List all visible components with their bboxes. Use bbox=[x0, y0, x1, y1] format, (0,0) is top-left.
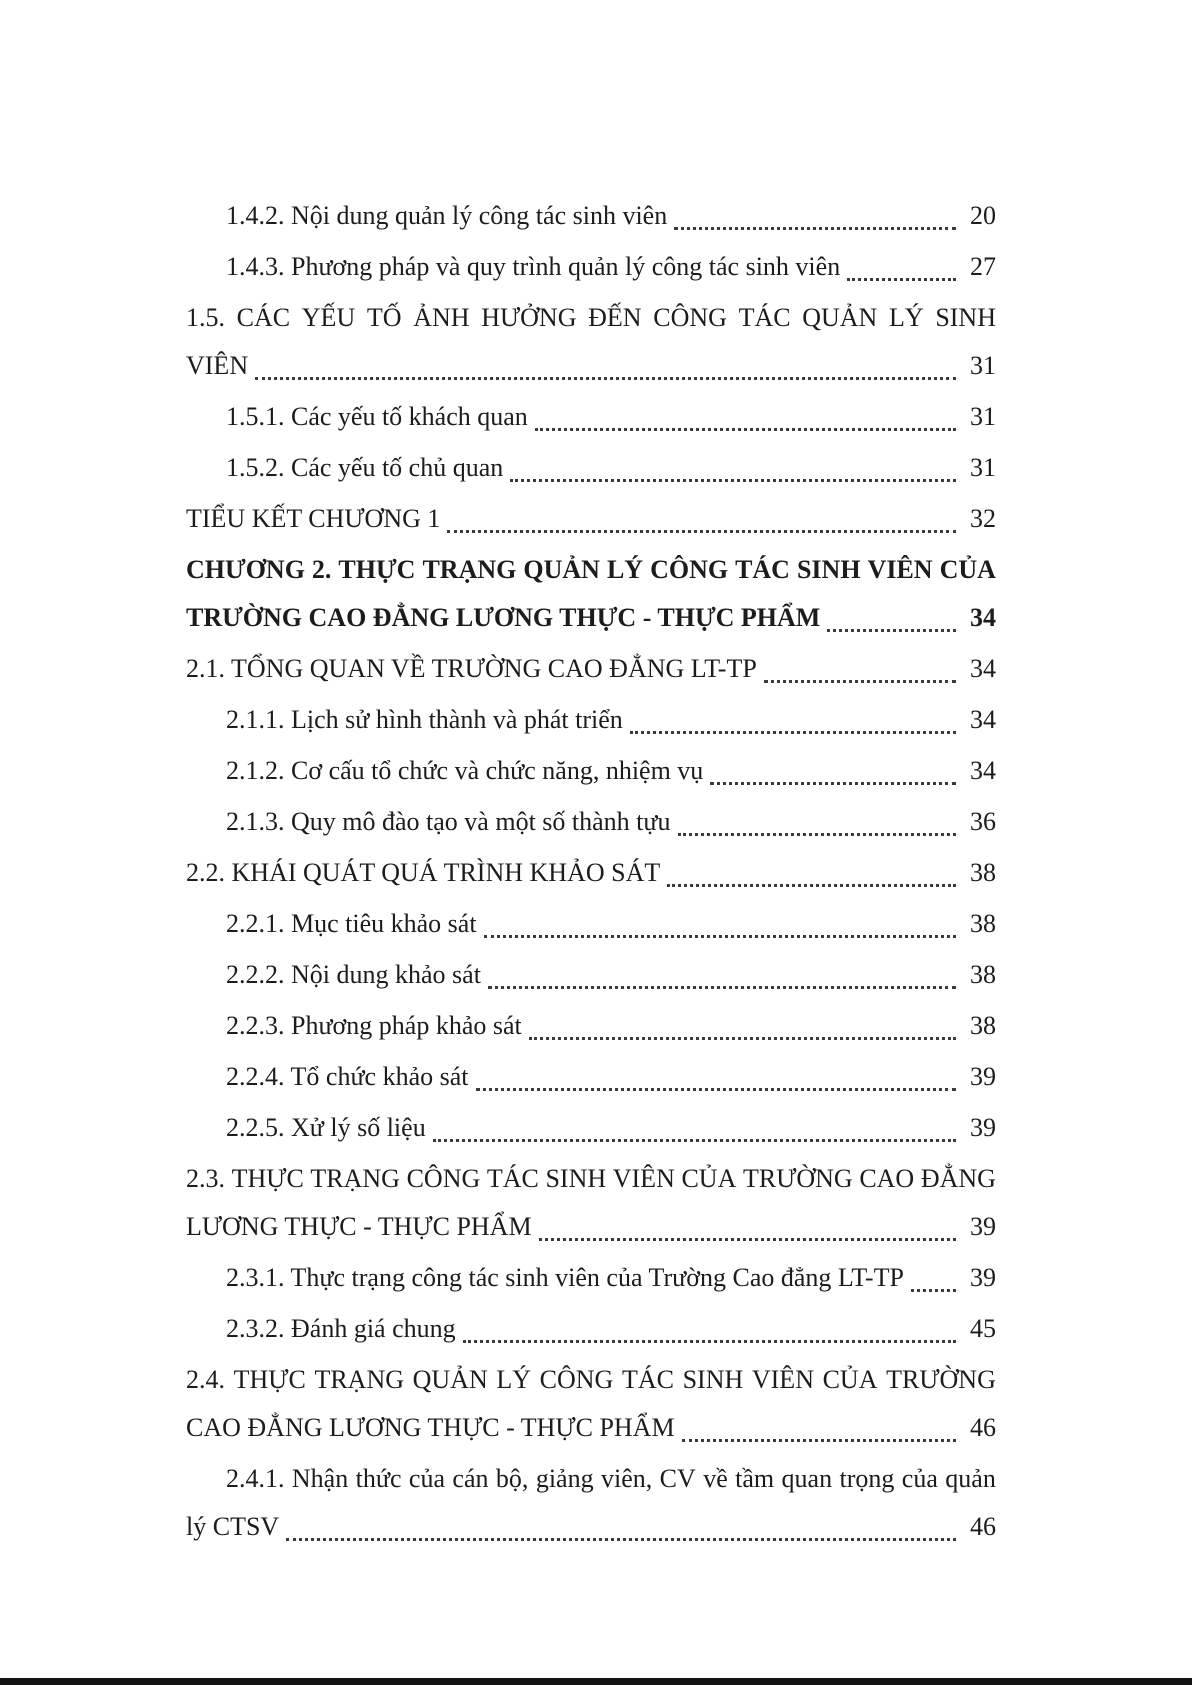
toc-entry-text: 2.3.1. Thực trạng công tác sinh viên của Trường Cao đẳng LT-TP bbox=[226, 1263, 904, 1292]
toc-line bbox=[186, 696, 996, 747]
toc-entry-text: 2.2. KHÁI QUÁT QUÁ TRÌNH KHẢO SÁT bbox=[186, 858, 661, 887]
toc-word: THỰC bbox=[338, 555, 416, 584]
toc-line bbox=[186, 1404, 996, 1455]
toc-word: CV bbox=[659, 1464, 696, 1493]
toc-word: TRẠNG bbox=[314, 1365, 404, 1394]
toc-entry-text: TIỂU KẾT CHƯƠNG 1 bbox=[186, 504, 441, 533]
toc-word: ĐẾN bbox=[588, 303, 642, 332]
leader-dots bbox=[827, 594, 956, 632]
toc-word: bộ, bbox=[495, 1464, 529, 1493]
toc-entry bbox=[186, 951, 996, 1002]
toc-word: TÁC bbox=[738, 303, 791, 332]
toc-entry-text: 2.1.1. Lịch sử hình thành và phát triển bbox=[226, 705, 623, 734]
toc-entry-text: 2.2.1. Mục tiêu khảo sát bbox=[226, 909, 477, 938]
toc-entry bbox=[186, 1455, 996, 1554]
toc-entry-text: 2.2.2. Nội dung khảo sát bbox=[226, 960, 481, 989]
toc-word: SINH bbox=[545, 1164, 607, 1193]
leader-dots bbox=[484, 900, 956, 938]
page-number: 34 bbox=[970, 654, 996, 683]
toc-word: CÔNG bbox=[653, 303, 727, 332]
toc-word: 2.3. bbox=[186, 1164, 225, 1193]
toc-line bbox=[186, 900, 996, 951]
toc-entry-text: 2.2.4. Tổ chức khảo sát bbox=[226, 1062, 469, 1091]
toc-entry bbox=[186, 1002, 996, 1053]
toc-word: CỦA bbox=[822, 1365, 878, 1394]
toc-entry-text: 1.5.2. Các yếu tố chủ quan bbox=[226, 453, 504, 482]
toc-entry-text: 1.5.1. Các yếu tố khách quan bbox=[226, 402, 528, 431]
toc-word: LÝ bbox=[606, 555, 644, 584]
toc-entry bbox=[186, 393, 996, 444]
toc-entry-text: 2.2.5. Xử lý số liệu bbox=[226, 1113, 426, 1142]
leader-dots bbox=[510, 444, 956, 482]
toc-entry-text bbox=[186, 1155, 996, 1203]
toc-line bbox=[186, 1503, 996, 1554]
leader-dots bbox=[630, 696, 956, 734]
leader-dots bbox=[433, 1104, 956, 1142]
page-number: 34 bbox=[970, 705, 996, 734]
leader-dots bbox=[764, 645, 956, 683]
page-number: 39 bbox=[970, 1263, 996, 1292]
toc-line bbox=[186, 495, 996, 546]
toc-entry bbox=[186, 1305, 996, 1356]
toc-word: LÝ bbox=[496, 1365, 532, 1394]
leader-dots bbox=[678, 798, 957, 836]
toc-word: CHƯƠNG bbox=[186, 555, 305, 584]
toc-word: thức bbox=[355, 1464, 402, 1493]
toc-word: TÁC bbox=[486, 1164, 539, 1193]
toc-word: TRẠNG bbox=[422, 555, 517, 584]
toc-word: CỦA bbox=[681, 1164, 737, 1193]
toc-entry-text bbox=[186, 546, 996, 594]
toc-entry bbox=[186, 747, 996, 798]
toc-word: QUẢN bbox=[523, 555, 600, 584]
leader-dots bbox=[535, 393, 956, 431]
toc-line bbox=[186, 849, 996, 900]
toc-word: SINH bbox=[682, 1365, 744, 1394]
toc-word: cán bbox=[452, 1464, 489, 1493]
toc-line bbox=[186, 1203, 996, 1254]
leader-dots bbox=[447, 495, 956, 533]
toc-entry-text: 2.2.3. Phương pháp khảo sát bbox=[226, 1011, 522, 1040]
page-number: 45 bbox=[970, 1314, 996, 1343]
toc-word: ẢNH bbox=[413, 303, 470, 332]
toc-word: tầm bbox=[735, 1464, 775, 1493]
toc-entry bbox=[186, 645, 996, 696]
toc-entry bbox=[186, 1356, 996, 1455]
toc-entry-text bbox=[186, 1356, 996, 1404]
toc-entry-text bbox=[186, 1455, 996, 1503]
toc-line bbox=[186, 645, 996, 696]
toc-line bbox=[186, 1305, 996, 1356]
toc-word: CAO bbox=[859, 1164, 915, 1193]
toc-line bbox=[186, 747, 996, 798]
toc-word: của bbox=[901, 1464, 938, 1493]
page-number: 46 bbox=[970, 1512, 996, 1541]
page-number: 39 bbox=[970, 1212, 996, 1241]
toc-word: về bbox=[703, 1464, 728, 1493]
toc-line bbox=[186, 243, 996, 294]
toc-line bbox=[186, 951, 996, 1002]
toc-entry-text: TRƯỜNG CAO ĐẲNG LƯƠNG THỰC - THỰC PHẨM bbox=[186, 603, 821, 632]
toc-line bbox=[186, 393, 996, 444]
toc-word: TỐ bbox=[366, 303, 402, 332]
page-number: 38 bbox=[970, 1011, 996, 1040]
footer-bar bbox=[0, 1678, 1192, 1685]
toc-word: CÔNG bbox=[406, 1164, 481, 1193]
toc-word: QUẢN bbox=[412, 1365, 488, 1394]
leader-dots bbox=[286, 1503, 956, 1541]
page-number: 31 bbox=[970, 402, 996, 431]
toc-word: 1.5. bbox=[186, 303, 225, 332]
toc-word: CÔNG bbox=[539, 1365, 614, 1394]
page-number: 31 bbox=[970, 351, 996, 380]
toc-entry bbox=[186, 696, 996, 747]
toc-entry-text: 2.1. TỔNG QUAN VỀ TRƯỜNG CAO ĐẲNG LT-TP bbox=[186, 654, 757, 683]
toc-entry bbox=[186, 1104, 996, 1155]
toc-entry bbox=[186, 192, 996, 243]
toc-entry bbox=[186, 1155, 996, 1254]
toc-entry bbox=[186, 900, 996, 951]
toc-word: VIÊN bbox=[612, 1164, 675, 1193]
toc-entry bbox=[186, 444, 996, 495]
toc-word: trọng bbox=[839, 1464, 895, 1493]
toc-entry bbox=[186, 1254, 996, 1305]
toc-word: CÔNG bbox=[650, 555, 729, 584]
page-number: 32 bbox=[970, 504, 996, 533]
toc-word: LÝ bbox=[888, 303, 924, 332]
leader-dots bbox=[911, 1254, 956, 1292]
toc-word: Nhận bbox=[291, 1464, 349, 1493]
toc-word: quan bbox=[781, 1464, 833, 1493]
toc-entry-text: 2.1.3. Quy mô đào tạo và một số thành tựu bbox=[226, 807, 671, 836]
toc-word: giảng bbox=[535, 1464, 594, 1493]
toc-word: QUẢN bbox=[802, 303, 878, 332]
toc-word: VIÊN bbox=[867, 555, 933, 584]
toc-word: 2. bbox=[311, 555, 332, 584]
page-number: 31 bbox=[970, 453, 996, 482]
toc-word: của bbox=[408, 1464, 445, 1493]
toc-entry-text: lý CTSV bbox=[186, 1512, 280, 1541]
toc-entry-text: 1.4.3. Phương pháp và quy trình quản lý công tác sinh viên bbox=[226, 252, 841, 281]
toc-line bbox=[186, 1002, 996, 1053]
toc-entry bbox=[186, 243, 996, 294]
toc-entry bbox=[186, 849, 996, 900]
toc-word: HƯỞNG bbox=[481, 303, 577, 332]
toc-line bbox=[186, 798, 996, 849]
toc-word: TÁC bbox=[621, 1365, 674, 1394]
leader-dots bbox=[539, 1203, 956, 1241]
page-number: 34 bbox=[970, 603, 996, 632]
toc-entry-text: 1.4.2. Nội dung quản lý công tác sinh viên bbox=[226, 201, 668, 230]
toc-line bbox=[186, 1104, 996, 1155]
toc-word: CỦA bbox=[939, 555, 996, 584]
toc-entry-text: LƯƠNG THỰC - THỰC PHẨM bbox=[186, 1212, 532, 1241]
leader-dots bbox=[682, 1404, 956, 1442]
toc-word: viên, bbox=[600, 1464, 653, 1493]
toc-entry bbox=[186, 1053, 996, 1104]
toc-entry-text: 2.3.2. Đánh giá chung bbox=[226, 1314, 456, 1343]
leader-dots bbox=[847, 243, 956, 281]
toc-word: SINH bbox=[935, 303, 996, 332]
toc-entry-text bbox=[186, 294, 996, 342]
page-number: 20 bbox=[970, 201, 996, 230]
page-number: 27 bbox=[970, 252, 996, 281]
toc-word: quản bbox=[945, 1464, 996, 1493]
toc-line bbox=[186, 1053, 996, 1104]
leader-dots bbox=[674, 192, 956, 230]
leader-dots bbox=[476, 1053, 956, 1091]
leader-dots bbox=[667, 849, 956, 887]
toc-word: VIÊN bbox=[751, 1365, 814, 1394]
toc-line bbox=[186, 1254, 996, 1305]
toc-word: TRẠNG bbox=[310, 1164, 400, 1193]
leader-dots bbox=[710, 747, 956, 785]
leader-dots bbox=[529, 1002, 956, 1040]
toc-word: THỰC bbox=[231, 1164, 304, 1193]
page-number: 38 bbox=[970, 960, 996, 989]
toc-word: 2.4.1. bbox=[226, 1464, 285, 1493]
page-number: 38 bbox=[970, 909, 996, 938]
toc-entry-text: CAO ĐẲNG LƯƠNG THỰC - THỰC PHẨM bbox=[186, 1413, 675, 1442]
toc-word: 2.4. bbox=[186, 1365, 225, 1394]
toc-word: THỰC bbox=[233, 1365, 306, 1394]
toc-word: TÁC bbox=[735, 555, 790, 584]
toc-entry-text: VIÊN bbox=[186, 351, 249, 380]
toc-entry-text: 2.1.2. Cơ cấu tổ chức và chức năng, nhiệm vụ bbox=[226, 756, 704, 785]
toc-line bbox=[186, 444, 996, 495]
toc-word: CÁC bbox=[236, 303, 291, 332]
page-number: 39 bbox=[970, 1113, 996, 1142]
toc-word: TRƯỜNG bbox=[886, 1365, 996, 1394]
toc-word: TRƯỜNG bbox=[742, 1164, 853, 1193]
toc-line bbox=[186, 342, 996, 393]
page-number: 39 bbox=[970, 1062, 996, 1091]
leader-dots bbox=[488, 951, 956, 989]
leader-dots bbox=[463, 1305, 956, 1343]
toc-entry bbox=[186, 546, 996, 645]
toc-word: YẾU bbox=[301, 303, 356, 332]
toc-entry bbox=[186, 294, 996, 393]
toc-line bbox=[186, 594, 996, 645]
page-number: 34 bbox=[970, 756, 996, 785]
toc-list bbox=[186, 192, 996, 1554]
toc-line bbox=[186, 192, 996, 243]
toc-entry bbox=[186, 495, 996, 546]
toc-word: SINH bbox=[796, 555, 861, 584]
page-number: 38 bbox=[970, 858, 996, 887]
leader-dots bbox=[255, 342, 956, 380]
toc-word: ĐẲNG bbox=[920, 1164, 996, 1193]
page-number: 36 bbox=[970, 807, 996, 836]
toc-entry bbox=[186, 798, 996, 849]
page-number: 46 bbox=[970, 1413, 996, 1442]
